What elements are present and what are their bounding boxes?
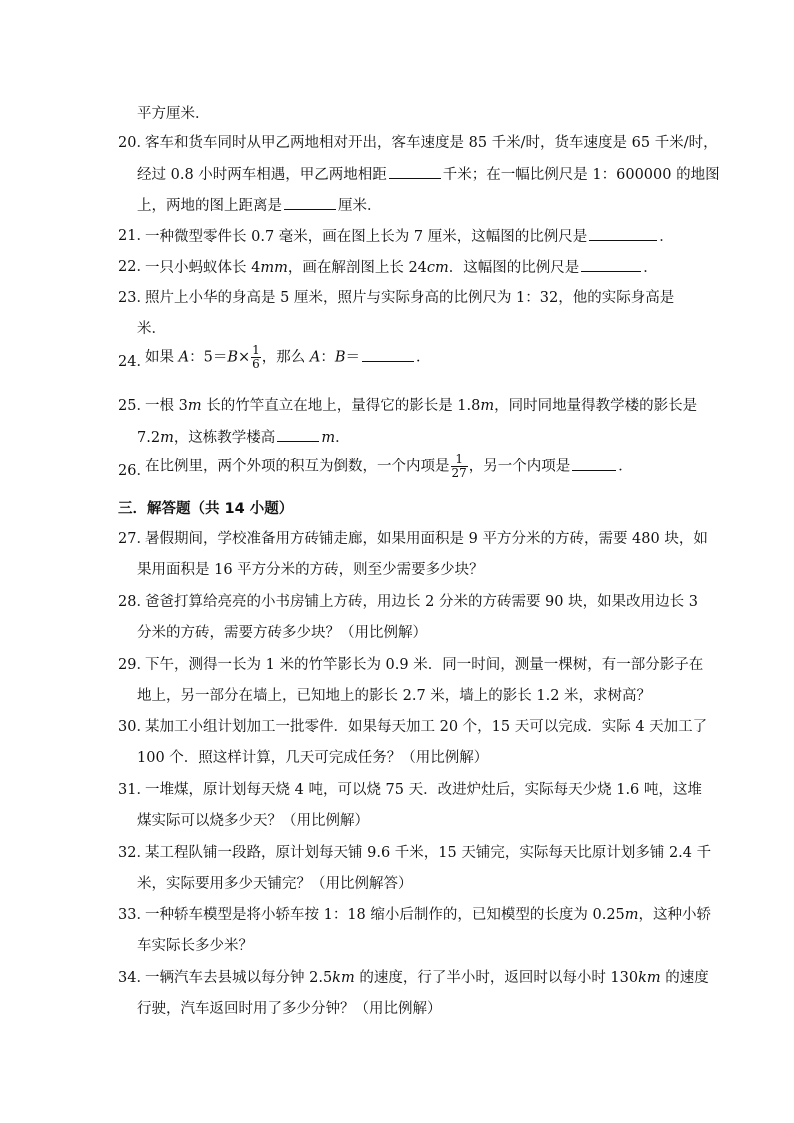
answer-blank[interactable]: [362, 347, 414, 362]
fraction-one-sixth: $\frac{1}{6}$: [252, 343, 260, 371]
worksheet-page: 平方厘米． 20． 客车和货车同时从甲乙两地相对开出，客车速度是 85 千米/时，货车速度是 65 千米/时， 经过 0.8 小时两车相遇，甲乙两地相距 千米；在一幅比例尺是 1：600000 的地图 上，两地的图上距离是 厘米． 21． 一种微型零件长 0.7 毫米，画在图上长为 7 厘米，这幅图的比例尺是 ． 22． 一只小蚂蚁体长 4mm，画在解剖图上长 24cm．这幅图的比例尺是 ． 23． 照片上小华的身高是 5 厘米，照片与实际身高的比例尺为 1：32，他的实际身高是 米． 24． 如果 A：5＝B× $\frac{1}{6}$ ，那么 A：B＝ ． 25． 一根 3m 长的竹竿直立在地上，量得它的影长是 1.8m，同时同地量得教学楼的影长是 7.2m，这栋教学楼高 m． 26． 在比例里，两个外项的积互为倒数，一个内项是 $\frac{1}{27}$ ，另一个内项是 ． 三．解答题（共 14 小题） 27． 暑假期间，学校准备用方砖铺走廊，如果用面积是 9 平方分米的方砖，需要 480 块，如 果用面积是 16 平方分米的方砖，则至少需要多少块？ 28． 爸爸打算给亮亮的小书房铺上方砖，用边长 2 分米的方砖需要 90 块，如果改用边长 3 分米的方砖，需要方砖多少块？（用比例解） 29． 下午，测得一长为 1 米的竹竿影长为 0.9 米．同一时间，测量一棵树，有一部分影子在 地上，另一部分在墙上，已知地上的影长 2.7 米，墙上的影长 1.2 米，求树高？ 30． 某加工小组计划加工一批零件．如果每天加工 20 个，15 天可以完成．实际 4 天加工了 100 个．照这样计算，几天可完成任务？（用比例解） 31． 一堆煤，原计划每天烧 4 吨，可以烧 75 天．改进炉灶后，实际每天少烧 1.6 吨，这堆 煤实际可以烧多少天？（用比例解） 32． 某工程队铺一段路，原计划每天铺 9.6 千米，15 天铺完，实际每天比原计划多铺 2.4 千 米，实际要用多少天铺完？（用比例解答） 33． 一种轿车模型是将小轿车按 1：18 缩小后制作的，已知模型的长度为 0.25m，这种小轿 车实际长多少米？ 34． 一辆汽车去县城以每分钟 2.5km 的速度，行了半小时，返回时以每小时 130km 的速度 行驶，汽车返回时用了多少分钟？（用比例解）: [118, 106, 720, 1017]
answer-blank[interactable]: [572, 456, 616, 471]
fraction-one-27th: $\frac{1}{27}$: [451, 452, 467, 480]
answer-blank[interactable]: [389, 164, 441, 179]
section-heading: 三．解答题（共 14 小题）: [118, 501, 294, 517]
answer-blank[interactable]: [277, 427, 319, 442]
answer-blank[interactable]: [284, 195, 336, 210]
answer-blank[interactable]: [581, 257, 641, 272]
answer-blank[interactable]: [589, 226, 657, 241]
